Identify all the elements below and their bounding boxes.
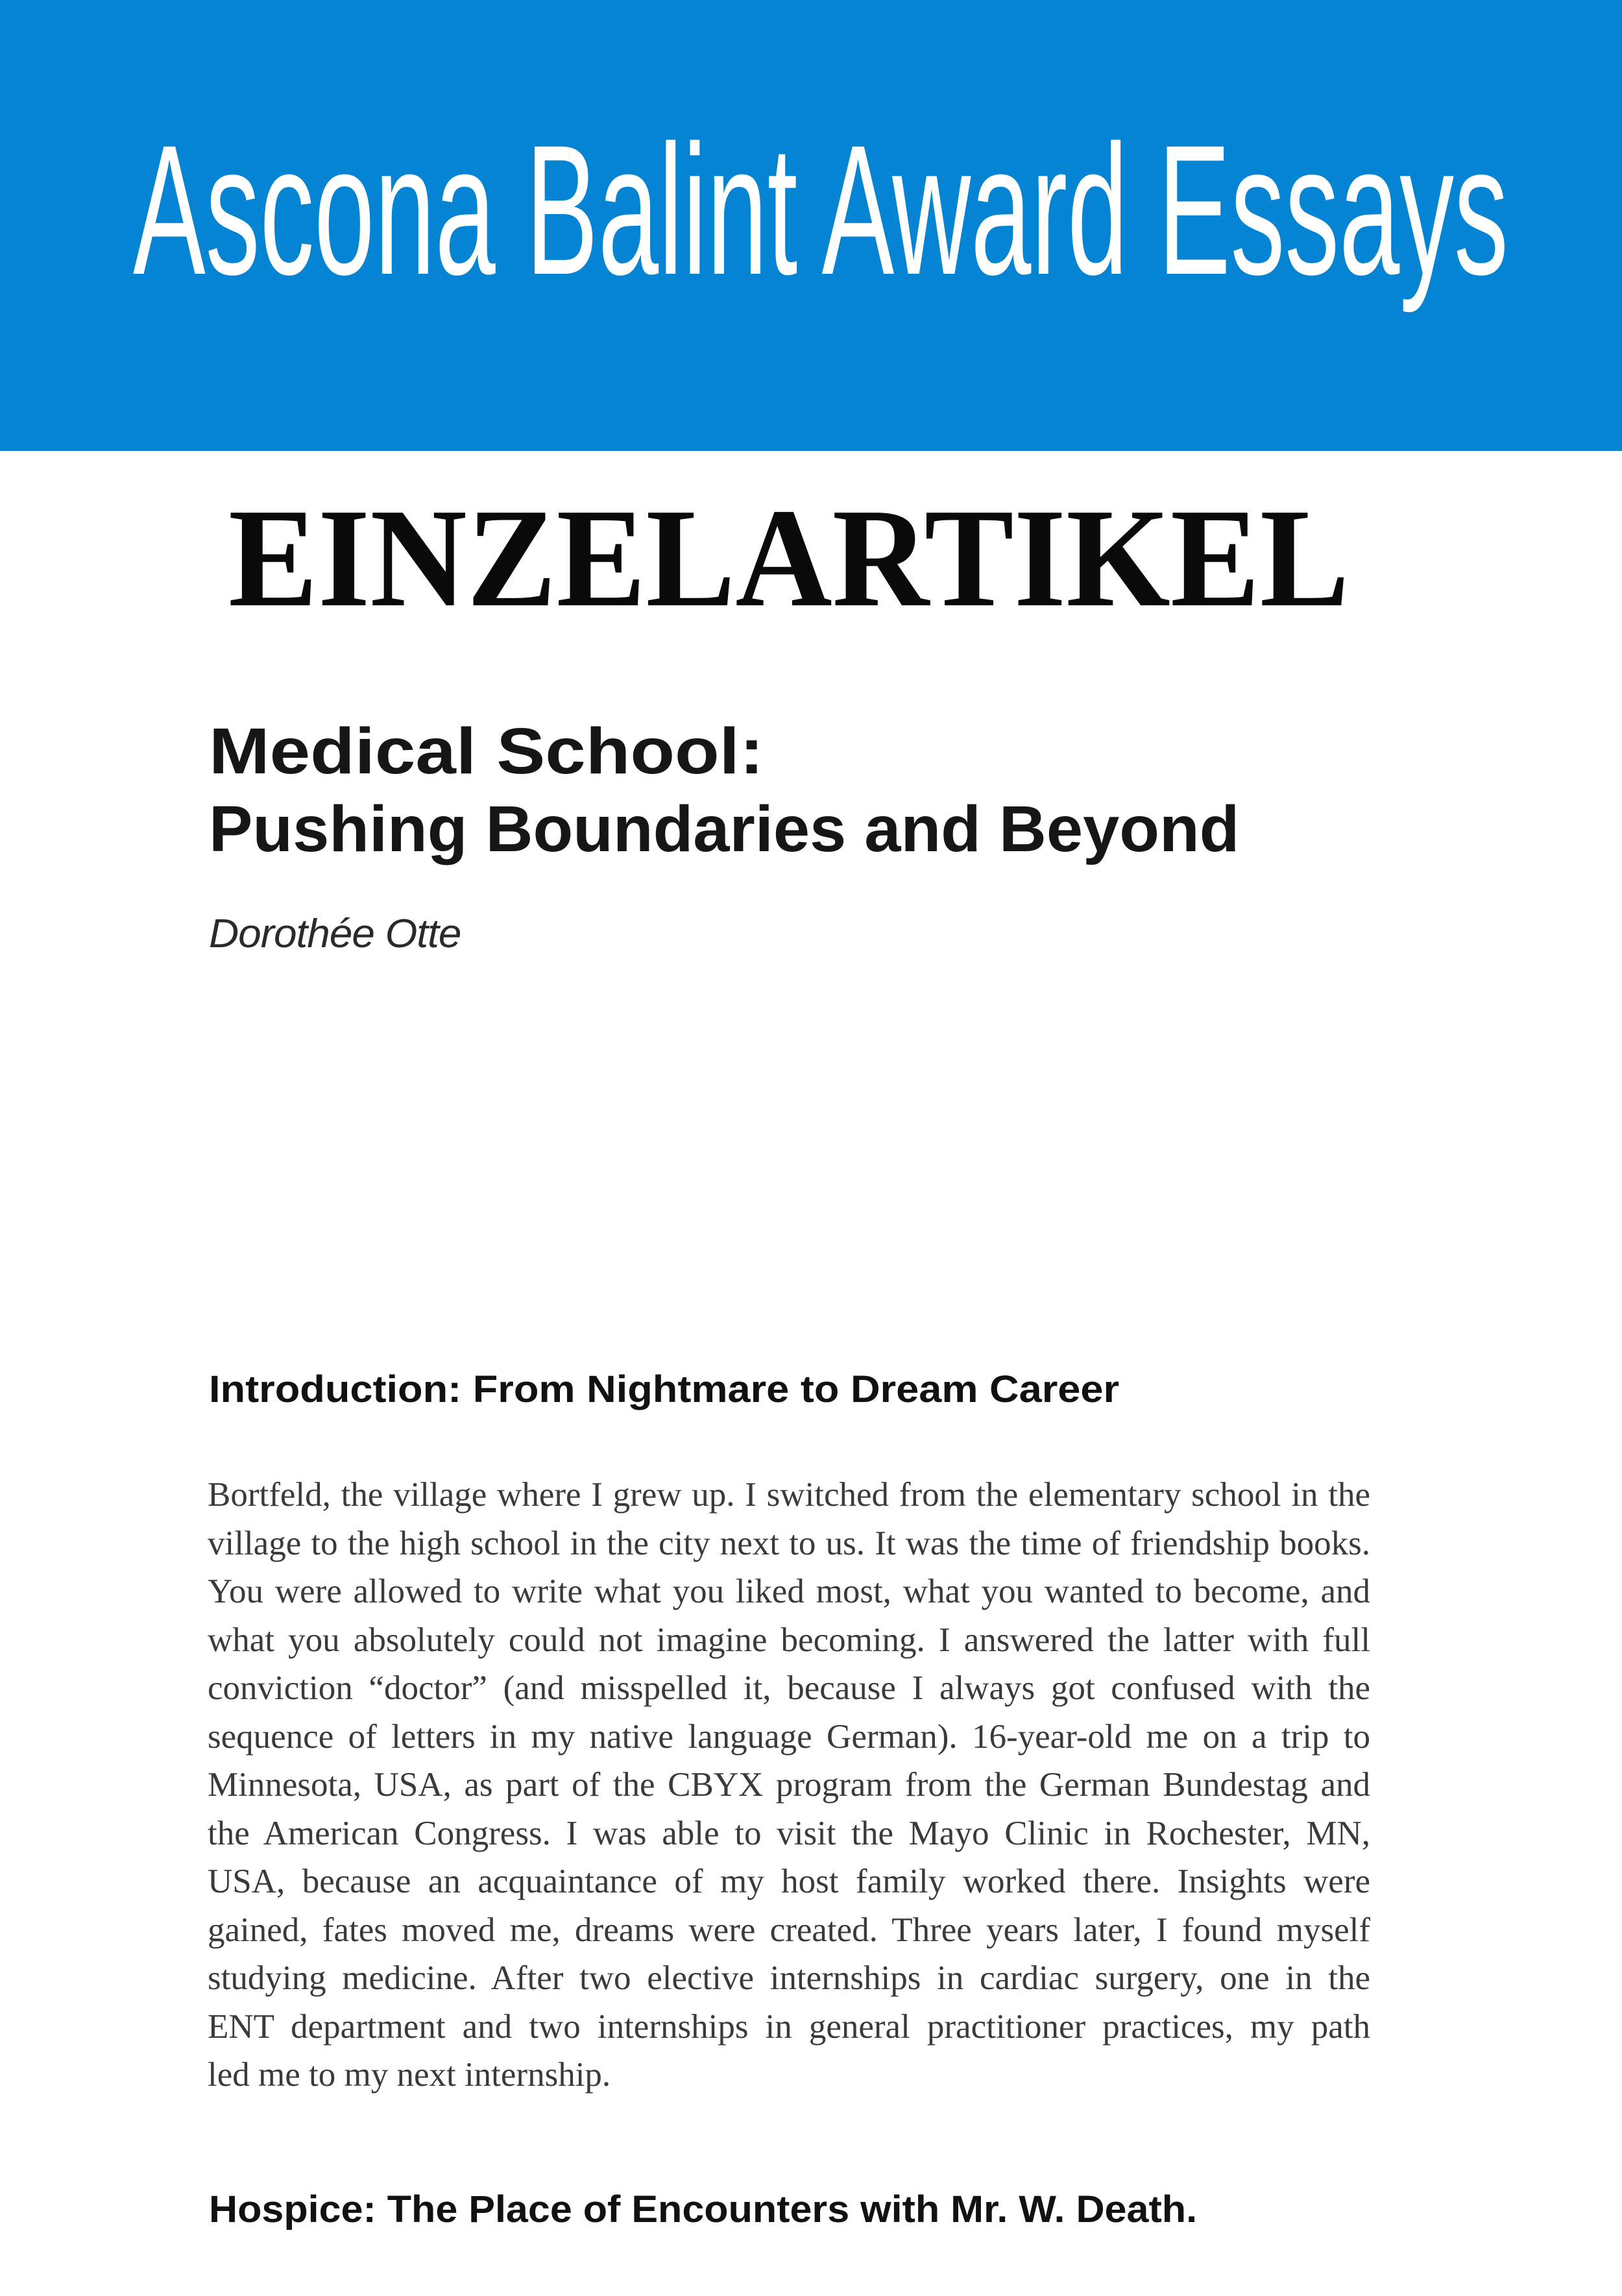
section-body-introduction <box>208 1477 1370 2105</box>
series-title: Ascona Balint Award Essays <box>133 107 1508 313</box>
body-line: USA, because an acquaintance of my host family worked there. Insights were <box>208 1863 1370 1900</box>
article-title-line-2: Pushing Boundaries and Beyond <box>209 793 1240 865</box>
body-line: conviction “doctor” (and misspelled it, because I always got confused with the <box>208 1669 1370 1707</box>
body-line: ENT department and two internships in general practitioner practices, my path <box>208 2007 1370 2046</box>
author-name: Dorothée Otte <box>209 912 461 956</box>
body-line: led me to my next internship. <box>208 2056 611 2094</box>
body-line: studying medicine. After two elective internships in cardiac surgery, one in the <box>208 1959 1370 1997</box>
body-line: sequence of letters in my native language German). 16-year-old me on a trip to <box>208 1717 1370 1756</box>
body-line: You were allowed to write what you liked most, what you wanted to become, and <box>208 1573 1370 1610</box>
body-line: the American Congress. I was able to visit the Mayo Clinic in Rochester, MN, <box>208 1814 1370 1852</box>
section-heading-introduction: Introduction: From Nightmare to Dream Career <box>209 1368 1120 1410</box>
body-line: village to the high school in the city next to us. It was the time of friendship books. <box>208 1524 1370 1562</box>
body-line: what you absolutely could not imagine becoming. I answered the latter with full <box>208 1621 1370 1659</box>
body-line: Minnesota, USA, as part of the CBYX program from the German Bundestag and <box>208 1766 1370 1804</box>
section-heading-hospice: Hospice: The Place of Encounters with Mr. W. Death. <box>209 2188 1198 2230</box>
body-line: Bortfeld, the village where I grew up. I switched from the elementary school in the <box>208 1476 1370 1514</box>
body-line: gained, fates moved me, dreams were created. Three years later, I found myself <box>208 1911 1370 1949</box>
article-type-label: EINZELARTIKEL <box>228 480 1350 636</box>
article-title-line-1: Medical School: <box>209 715 764 788</box>
